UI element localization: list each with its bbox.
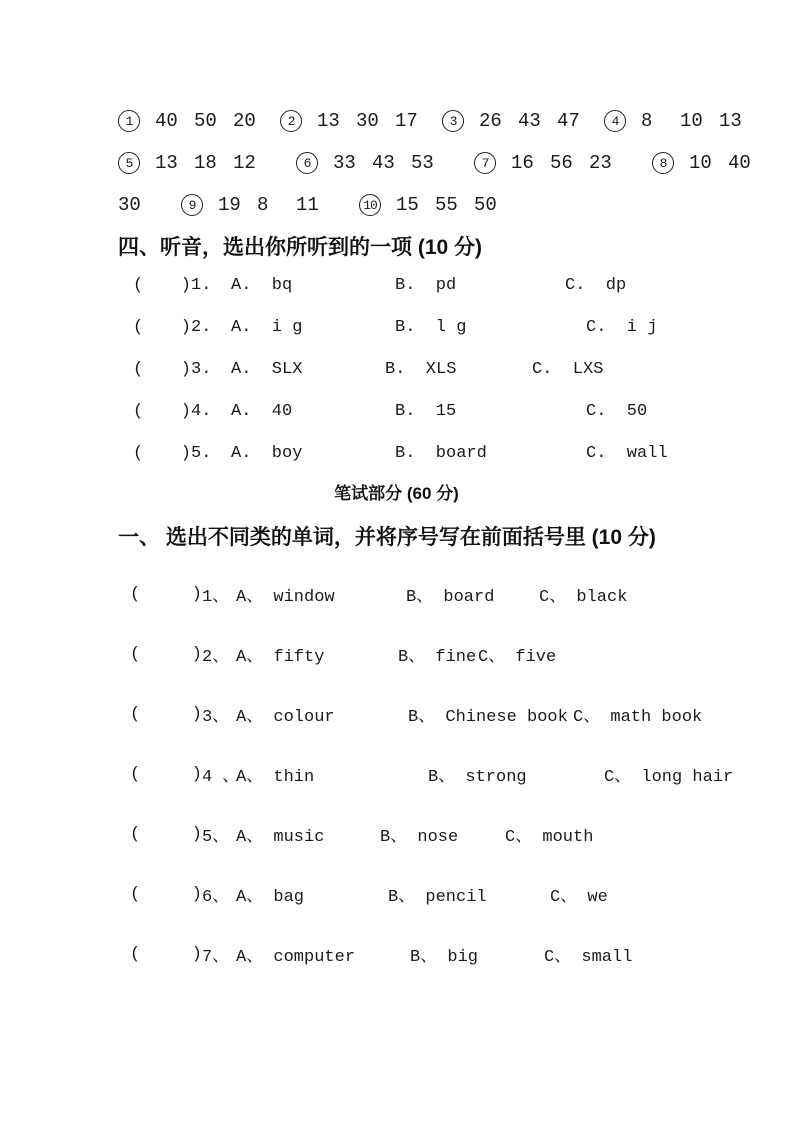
bracket-close-char: ) — [191, 944, 202, 964]
dictation-number: 50 — [194, 110, 217, 132]
answer-bracket — [133, 444, 191, 463]
circled-number: 5 — [118, 152, 140, 174]
listening-question-row — [133, 306, 753, 348]
written-question-row — [130, 924, 753, 984]
option-a: A. i g — [231, 317, 303, 337]
option-b: B. l g — [395, 317, 467, 337]
option-c: C. i j — [586, 317, 658, 337]
bracket-close-char: ) — [191, 824, 202, 844]
question-number: 3、 — [202, 708, 230, 727]
listening-section — [118, 264, 753, 474]
option-b: B. board — [395, 443, 487, 463]
option-b: B、 nose — [380, 828, 459, 847]
bracket-open-char: ( — [130, 584, 141, 604]
question-number: 2、 — [202, 648, 230, 667]
option-a: A、 window — [236, 588, 335, 607]
dictation-number: 43 — [518, 110, 541, 132]
option-a: A、 thin — [236, 768, 315, 787]
option-b: B、 Chinese book — [408, 708, 568, 727]
bracket-open-char: ( — [133, 401, 144, 421]
section-4-heading: 四、听音，选出你所听到的一项 (10 分) — [118, 236, 483, 259]
option-b: B. XLS — [385, 359, 457, 379]
dictation-number: 12 — [233, 152, 256, 174]
bracket-close-char: ) — [180, 401, 191, 421]
dictation-number: 10 — [680, 110, 703, 132]
dictation-number: 10 — [689, 152, 712, 174]
circled-number: 6 — [296, 152, 318, 174]
listening-question-row — [133, 432, 753, 474]
dictation-number: 17 — [395, 110, 418, 132]
question-number: 4 、 — [202, 768, 240, 787]
question-number: 4. — [191, 401, 212, 421]
dictation-number: 40 — [728, 152, 751, 174]
bracket-open-char: ( — [130, 824, 141, 844]
circled-number: 4 — [604, 110, 626, 132]
option-b: B. pd — [395, 275, 457, 295]
bracket-open-char: ( — [130, 884, 141, 904]
number-row — [118, 184, 753, 226]
dictation-number: 40 — [155, 110, 178, 132]
option-a: A、 music — [236, 828, 325, 847]
dictation-number: 43 — [372, 152, 395, 174]
option-a: A. boy — [231, 443, 303, 463]
option-c: C、 black — [539, 588, 628, 607]
number-row — [118, 100, 753, 142]
option-c: C、 small — [544, 948, 633, 967]
option-b: B. 15 — [395, 401, 457, 421]
question-number: 5、 — [202, 828, 230, 847]
dictation-number: 30 — [356, 110, 379, 132]
dictation-number: 8 — [257, 194, 269, 216]
question-number: 7、 — [202, 948, 230, 967]
answer-bracket — [130, 645, 202, 664]
bracket-open-char: ( — [130, 704, 141, 724]
dictation-number: 8 — [641, 110, 653, 132]
section-1-heading: 一、 选出不同类的单词，并将序号写在前面括号里 (10 分) — [118, 526, 656, 549]
answer-bracket — [130, 945, 202, 964]
bracket-open-char: ( — [130, 644, 141, 664]
option-c: C、 math book — [573, 708, 703, 727]
number-row — [118, 142, 753, 184]
bracket-close-char: ) — [191, 704, 202, 724]
dictation-number: 55 — [435, 194, 458, 216]
written-question-row — [130, 564, 753, 624]
listening-question-row — [133, 348, 753, 390]
written-part-banner: 笔试部分 (60 分) — [334, 484, 459, 503]
listening-question-row — [133, 390, 753, 432]
dictation-number: 11 — [296, 194, 319, 216]
answer-bracket — [130, 825, 202, 844]
bracket-close-char: ) — [180, 443, 191, 463]
option-c: C. 50 — [586, 401, 648, 421]
odd-one-out-section — [118, 564, 753, 984]
dictation-number: 20 — [233, 110, 256, 132]
dictation-number: 13 — [317, 110, 340, 132]
dictation-number: 19 — [218, 194, 241, 216]
answer-bracket — [130, 765, 202, 784]
circled-number: 2 — [280, 110, 302, 132]
circled-number: 9 — [181, 194, 203, 216]
dictation-number: 47 — [557, 110, 580, 132]
question-number: 5. — [191, 443, 212, 463]
dictation-number: 30 — [118, 194, 141, 216]
option-a: A、 computer — [236, 948, 356, 967]
circled-number: 8 — [652, 152, 674, 174]
bracket-close-char: ) — [191, 644, 202, 664]
question-number: 6、 — [202, 888, 230, 907]
circled-number: 10 — [359, 194, 381, 216]
option-c: C、 mouth — [505, 828, 594, 847]
written-question-row — [130, 744, 753, 804]
option-a: A、 fifty — [236, 648, 325, 667]
dictation-number: 13 — [155, 152, 178, 174]
circled-number: 7 — [474, 152, 496, 174]
dictation-number: 53 — [411, 152, 434, 174]
question-number: 1、 — [202, 588, 230, 607]
option-a: A、 bag — [236, 888, 305, 907]
option-c: C. dp — [565, 275, 627, 295]
option-c: C、 five — [478, 648, 557, 667]
dictation-number: 23 — [589, 152, 612, 174]
question-number: 3. — [191, 359, 212, 379]
dictation-number: 15 — [396, 194, 419, 216]
written-question-row — [130, 684, 753, 744]
question-number: 1. — [191, 275, 212, 295]
dictation-number: 26 — [479, 110, 502, 132]
option-b: B、 board — [406, 588, 495, 607]
option-a: A. 40 — [231, 401, 293, 421]
dictation-number: 56 — [550, 152, 573, 174]
answer-bracket — [133, 402, 191, 421]
dictation-number: 16 — [511, 152, 534, 174]
answer-bracket — [133, 276, 191, 295]
option-b: B、 big — [410, 948, 479, 967]
circled-number: 3 — [442, 110, 464, 132]
dictation-number: 18 — [194, 152, 217, 174]
answer-bracket — [133, 318, 191, 337]
listening-question-row — [133, 264, 753, 306]
option-a: A、 colour — [236, 708, 335, 727]
option-a: A. SLX — [231, 359, 303, 379]
written-question-row — [130, 804, 753, 864]
bracket-open-char: ( — [130, 944, 141, 964]
bracket-close-char: ) — [191, 764, 202, 784]
option-b: B、 pencil — [388, 888, 487, 907]
answer-bracket — [130, 585, 202, 604]
bracket-close-char: ) — [180, 275, 191, 295]
question-number: 2. — [191, 317, 212, 337]
option-c: C、 long hair — [604, 768, 734, 787]
bracket-close-char: ) — [180, 359, 191, 379]
option-a: A. bq — [231, 275, 293, 295]
dictation-number: 50 — [474, 194, 497, 216]
option-c: C、 we — [550, 888, 608, 907]
option-c: C. LXS — [532, 359, 604, 379]
option-b: B、 fine — [398, 648, 477, 667]
written-question-row — [130, 864, 753, 924]
bracket-open-char: ( — [133, 317, 144, 337]
bracket-close-char: ) — [191, 884, 202, 904]
bracket-open-char: ( — [133, 443, 144, 463]
answer-bracket — [130, 705, 202, 724]
option-b: B、 strong — [428, 768, 527, 787]
answer-bracket — [130, 885, 202, 904]
bracket-open-char: ( — [133, 359, 144, 379]
dictation-number: 13 — [719, 110, 742, 132]
dictation-number: 33 — [333, 152, 356, 174]
option-c: C. wall — [586, 443, 668, 463]
number-dictation-section — [118, 100, 753, 226]
written-question-row — [130, 624, 753, 684]
bracket-open-char: ( — [133, 275, 144, 295]
bracket-close-char: ) — [191, 584, 202, 604]
answer-bracket — [133, 360, 191, 379]
circled-number: 1 — [118, 110, 140, 132]
bracket-close-char: ) — [180, 317, 191, 337]
bracket-open-char: ( — [130, 764, 141, 784]
